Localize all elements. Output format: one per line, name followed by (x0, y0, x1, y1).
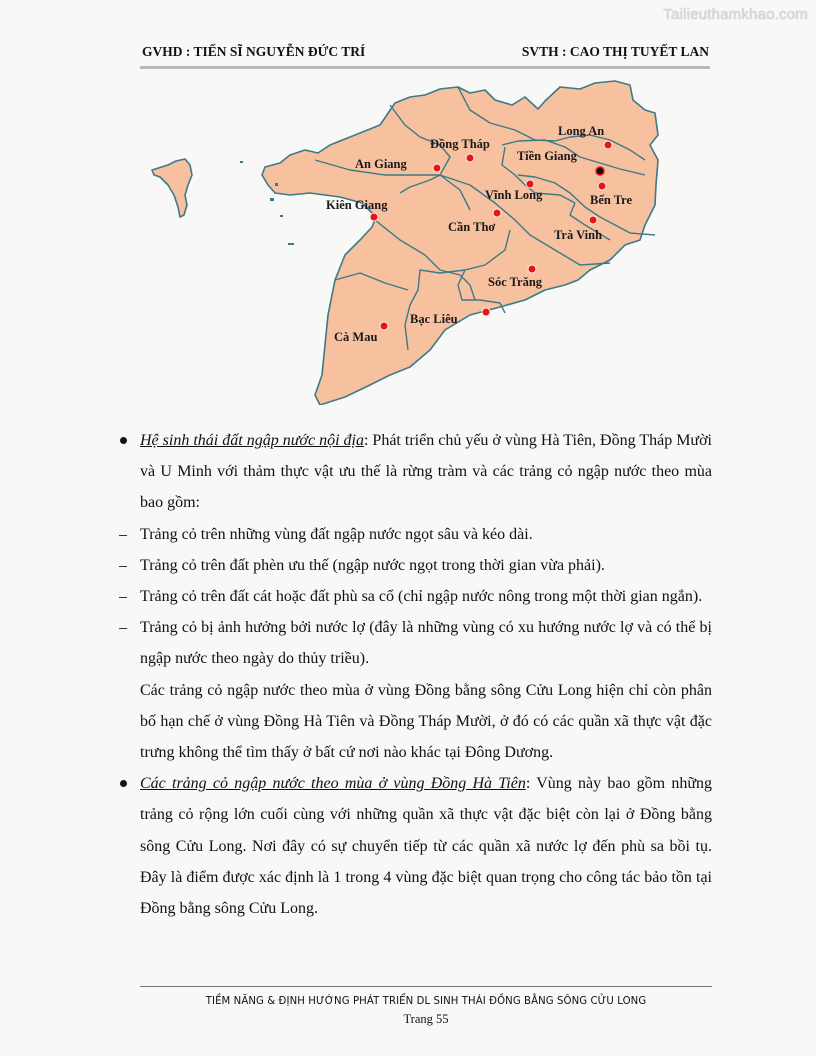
bullet-text: : Vùng này bao gồm những trảng cỏ rộng lớn cuối cùng với những quần xã thực vật đặc biệt còn lại ở Đồng bằng sông Cửu Long. Nơi đây có sự chuyển tiếp từ các quần xã nước lợ đến phù sa bồi tụ. Đây là điểm được xác định là 1 trong 4 vùng đặc biệt quan trọng cho công tác bảo tồn tại Đồng bằng sông Cửu Long. (140, 775, 713, 918)
header-student: SVTH : CAO THỊ TUYẾT LAN (521, 44, 709, 59)
label-long-an: Long An (558, 124, 605, 138)
dash-text: Trảng cỏ trên đất cát hoặc đất phù sa cổ (chỉ ngập nước nông trong một thời gian ngắn). (140, 588, 703, 606)
dash-text: Trảng cỏ bị ảnh hưởng bởi nước lợ (đây là những vùng có xu hướng nước lợ và có thể bị ngập nước theo ngày do thủy triều). (140, 619, 712, 668)
label-bac-lieu: Bạc Liêu (410, 312, 458, 326)
body-text (118, 425, 712, 924)
label-can-tho: Cần Thơ (448, 220, 496, 234)
mekong-delta-map (140, 75, 660, 405)
header-divider (140, 66, 710, 69)
dash-text: Trảng cỏ trên những vùng đất ngập nước ngọt sâu và kéo dài. (140, 525, 533, 543)
bullet-item-inland-wetland (118, 425, 712, 519)
label-soc-trang: Sóc Trăng (488, 275, 543, 289)
footer-title: TIỀM NĂNG & ĐỊNH HƯỚNG PHÁT TRIỂN DL SINH THÁI ĐỒNG BẰNG SÔNG CỬU LONG (205, 994, 647, 1007)
map-image (140, 75, 660, 405)
watermark: Tailieuthamkhao.com (663, 6, 808, 23)
label-ca-mau: Cà Mau (334, 330, 378, 344)
dash-text: Trảng cỏ trên đất phèn ưu thế (ngập nước ngọt trong thời gian vừa phải). (140, 556, 605, 574)
header-supervisor: GVHD : TIẾN SĨ NGUYỄN ĐỨC TRÍ (142, 44, 366, 59)
label-tra-vinh: Trà Vinh (554, 228, 603, 242)
dash-item (118, 519, 712, 550)
term-ha-tien: Các trảng cỏ ngập nước theo mùa ở vùng Đồng Hà Tiên (140, 775, 526, 793)
footer-divider (140, 986, 712, 987)
dash-item (118, 550, 712, 581)
label-kien-giang: Kiên Giang (326, 198, 388, 212)
paragraph-seasonal-grasslands: Các trảng cỏ ngập nước theo mùa ở vùng Đồng bằng sông Cửu Long hiện chỉ còn phân bố hạn chế ở vùng Đồng Hà Tiên và Đồng Tháp Mười, ở đó có các quần xã thực vật đặc trưng không thể tìm thấy ở bất cứ nơi nào khác tại Đông Dương. (140, 681, 712, 762)
page-number: Trang 55 (403, 1012, 449, 1026)
label-an-giang: An Giang (355, 157, 407, 171)
dash-item (118, 581, 712, 612)
label-ben-tre: Bến Tre (590, 193, 633, 207)
page-header (142, 44, 709, 64)
label-tien-giang: Tiền Giang (517, 149, 577, 163)
bullet-text: : Phát triển chủ yếu ở vùng Hà Tiên, Đồng Tháp Mười và U Minh với thảm thực vật ưu thế là rừng tràm và các trảng cỏ ngập nước theo mùa bao gồm: (140, 432, 713, 512)
bullet-item-ha-tien (118, 768, 712, 924)
label-vinh-long: Vĩnh Long (485, 188, 543, 202)
term-inland-wetland: Hệ sinh thái đất ngập nước nội địa (140, 432, 364, 449)
dash-item (118, 612, 712, 674)
label-dong-thap: Đồng Tháp (430, 137, 490, 151)
